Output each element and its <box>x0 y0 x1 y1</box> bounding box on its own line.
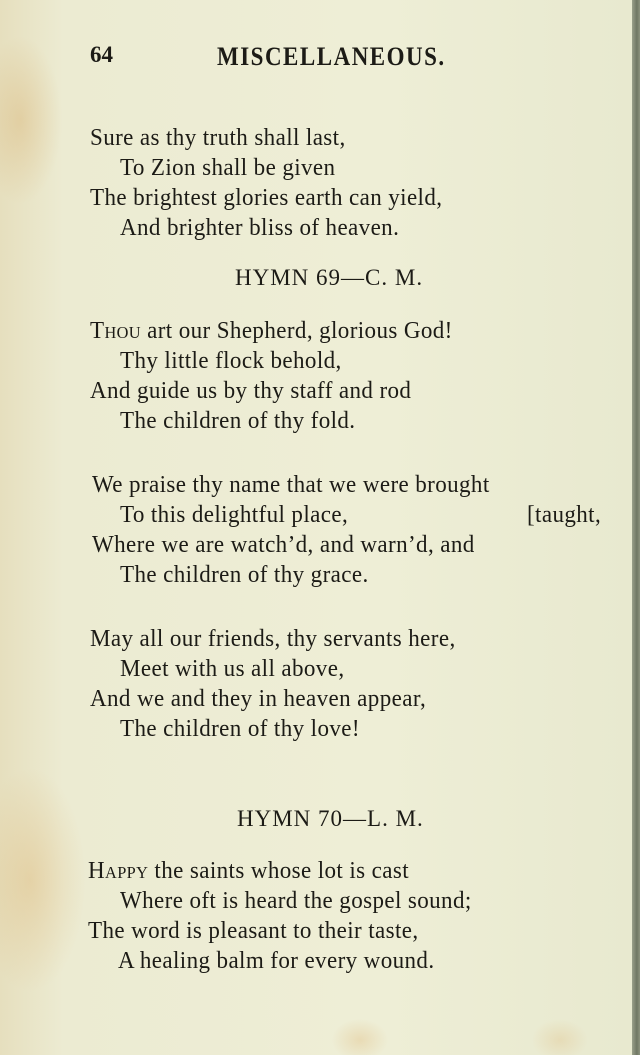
page-binding-edge <box>632 0 640 1055</box>
page-header <box>90 42 530 82</box>
verse-line: The children of thy love! <box>120 716 360 742</box>
verse-line: May all our friends, thy servants here, <box>90 626 456 652</box>
verse-line: To this delightful place, <box>120 502 349 528</box>
verse-line: Where we are watch’d, and warn’d, and <box>92 532 475 558</box>
verse-line: Sure as thy truth shall last, <box>90 125 346 151</box>
verse-line: The children of thy grace. <box>120 562 369 588</box>
running-head: MISCELLANEOUS. <box>217 42 446 71</box>
verse-line: Thy little flock behold, <box>120 348 342 374</box>
verse-line: The children of thy fold. <box>120 408 356 434</box>
verse-line: We praise thy name that we were brought <box>92 472 490 498</box>
verse-line: Where oft is heard the gospel sound; <box>120 888 472 914</box>
drop-word: Happy <box>88 858 149 884</box>
verse-line: The brightest glories earth can yield, <box>90 185 443 211</box>
hymn-title: HYMN 70—L. M. <box>237 806 424 831</box>
verse-line: The word is pleasant to their taste, <box>88 918 419 944</box>
verse-line: And brighter bliss of heaven. <box>120 215 400 241</box>
verse-line: Meet with us all above, <box>120 656 345 682</box>
verse-line: A healing balm for every wound. <box>118 948 435 974</box>
verse-line: Thou art our Shepherd, glorious God! <box>90 318 453 344</box>
drop-word: Thou <box>90 318 141 344</box>
verse-line: Happy the saints whose lot is cast <box>88 858 409 884</box>
verse-line: To Zion shall be given <box>120 155 336 181</box>
verse-line: And we and they in heaven appear, <box>90 686 427 712</box>
verse-line-turnover: [taught, <box>527 502 602 528</box>
hymn-title: HYMN 69—C. M. <box>235 265 424 290</box>
verse-line: And guide us by thy staff and rod <box>90 378 412 404</box>
page-number: 64 <box>90 42 113 67</box>
